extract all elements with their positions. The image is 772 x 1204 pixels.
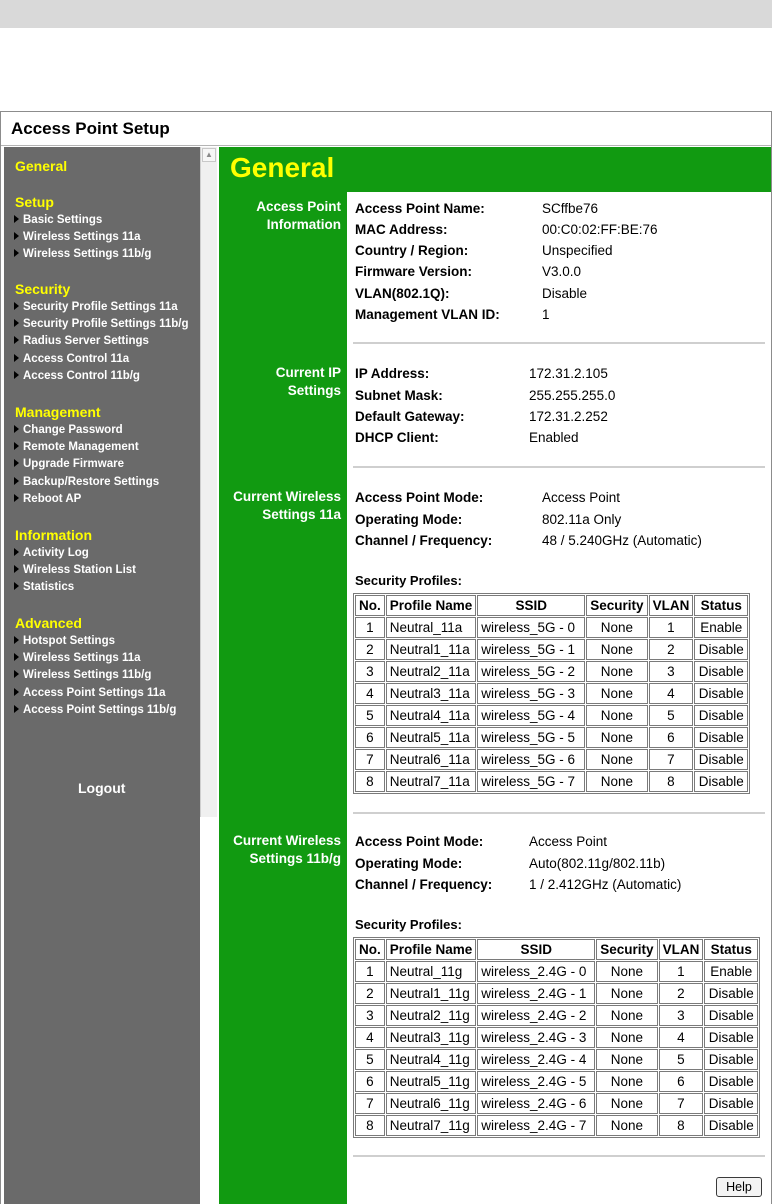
nav-reboot-ap[interactable]: Reboot AP xyxy=(14,493,81,505)
arrow-right-icon xyxy=(14,425,19,433)
nav-head-security: Security xyxy=(15,281,71,297)
nav-head-management: Management xyxy=(15,404,101,420)
col-status: Status xyxy=(704,939,758,960)
table-row: 8 Neutral7_11g wireless_2.4G - 7 None 8 Disable xyxy=(355,1115,758,1136)
security-profiles-11bg-label: Security Profiles: xyxy=(355,917,462,932)
table-row: 5 Neutral4_11a wireless_5G - 4 None 5 Disable xyxy=(355,705,748,726)
table-row: 6 Neutral5_11g wireless_2.4G - 5 None 6 Disable xyxy=(355,1071,758,1092)
ip-address-value: 172.31.2.105 xyxy=(529,366,608,381)
default-gateway-label: Default Gateway: xyxy=(355,409,465,424)
nav-activity-log[interactable]: Activity Log xyxy=(14,547,89,559)
nav-security-profile-11bg[interactable]: Security Profile Settings 11b/g xyxy=(14,318,189,330)
arrow-right-icon xyxy=(14,336,19,344)
nav-hotspot-settings[interactable]: Hotspot Settings xyxy=(14,635,115,647)
divider xyxy=(353,466,765,468)
table-row: 2 Neutral1_11g wireless_2.4G - 1 None 2 Disable xyxy=(355,983,758,1004)
operating-mode-11bg-label: Operating Mode: xyxy=(355,856,463,871)
nav-wireless-station-list[interactable]: Wireless Station List xyxy=(14,564,136,576)
firmware-version-label: Firmware Version: xyxy=(355,264,473,279)
col-status: Status xyxy=(694,595,748,616)
nav-change-password[interactable]: Change Password xyxy=(14,424,123,436)
ap-mode-11a-label: Access Point Mode: xyxy=(355,490,484,505)
nav-wireless-settings-11a[interactable]: Wireless Settings 11a xyxy=(14,231,141,243)
ap-mode-11bg-value: Access Point xyxy=(529,834,608,849)
divider xyxy=(353,1155,765,1157)
subnet-mask-value: 255.255.255.0 xyxy=(529,388,616,403)
col-ssid: SSID xyxy=(477,595,585,616)
firmware-version-value: V3.0.0 xyxy=(542,264,582,279)
nav-ap-settings-11a[interactable]: Access Point Settings 11a xyxy=(14,687,166,699)
arrow-right-icon xyxy=(14,249,19,257)
dhcp-client-value: Enabled xyxy=(529,430,579,445)
security-profiles-11a-label: Security Profiles: xyxy=(355,573,462,588)
country-region-value: Unspecified xyxy=(542,243,613,258)
ip-address-label: IP Address: xyxy=(355,366,430,381)
vlan-label: VLAN(802.1Q): xyxy=(355,286,450,301)
arrow-right-icon xyxy=(14,459,19,467)
arrow-right-icon xyxy=(14,232,19,240)
section-label-ip: Current IP Settings xyxy=(275,365,341,398)
nav-head-advanced: Advanced xyxy=(15,615,82,631)
operating-mode-11bg-value: Auto(802.11g/802.11b) xyxy=(529,856,666,871)
nav-basic-settings[interactable]: Basic Settings xyxy=(14,214,102,226)
mgmt-vlan-id-value: 1 xyxy=(542,307,550,322)
arrow-right-icon xyxy=(14,371,19,379)
mac-address-value: 00:C0:02:FF:BE:76 xyxy=(542,222,658,237)
ap-mode-11bg-label: Access Point Mode: xyxy=(355,834,484,849)
channel-frequency-11bg-value: 1 / 2.412GHz (Automatic) xyxy=(529,877,682,892)
scroll-up-icon[interactable]: ▲ xyxy=(202,148,216,162)
mac-address-label: MAC Address: xyxy=(355,222,448,237)
arrow-right-icon xyxy=(14,688,19,696)
table-row: 8 Neutral7_11a wireless_5G - 7 None 8 Disable xyxy=(355,771,748,792)
section-label-column xyxy=(219,147,347,1204)
arrow-right-icon xyxy=(14,653,19,661)
arrow-right-icon xyxy=(14,494,19,502)
channel-frequency-11a-label: Channel / Frequency: xyxy=(355,533,493,548)
nav-remote-management[interactable]: Remote Management xyxy=(14,441,139,453)
sidebar-scrollbar[interactable] xyxy=(200,147,217,817)
table-row: 3 Neutral2_11a wireless_5G - 2 None 3 Disable xyxy=(355,661,748,682)
table-header-row xyxy=(355,595,748,616)
app-title: Access Point Setup xyxy=(11,119,170,138)
nav-backup-restore[interactable]: Backup/Restore Settings xyxy=(14,476,159,488)
arrow-right-icon xyxy=(14,319,19,327)
nav-access-control-11bg[interactable]: Access Control 11b/g xyxy=(14,370,140,382)
table-row: 4 Neutral3_11a wireless_5G - 3 None 4 Disable xyxy=(355,683,748,704)
nav-adv-wireless-11bg[interactable]: Wireless Settings 11b/g xyxy=(14,669,151,681)
table-row: 3 Neutral2_11g wireless_2.4G - 2 None 3 Disable xyxy=(355,1005,758,1026)
default-gateway-value: 172.31.2.252 xyxy=(529,409,608,424)
title-divider xyxy=(1,145,772,146)
ap-setup-frame xyxy=(0,111,772,1204)
arrow-right-icon xyxy=(14,354,19,362)
divider xyxy=(353,812,765,814)
table-row: 1 Neutral_11g wireless_2.4G - 0 None 1 Enable xyxy=(355,961,758,982)
col-profile-name: Profile Name xyxy=(386,939,477,960)
country-region-label: Country / Region: xyxy=(355,243,469,258)
sidebar xyxy=(4,147,200,817)
sidebar-extension xyxy=(4,817,200,1204)
col-profile-name: Profile Name xyxy=(386,595,477,616)
table-row: 6 Neutral5_11a wireless_5G - 5 None 6 Disable xyxy=(355,727,748,748)
section-label-ap-info: Access Point Information xyxy=(256,199,341,232)
table-row: 7 Neutral6_11a wireless_5G - 6 None 7 Disable xyxy=(355,749,748,770)
subnet-mask-label: Subnet Mask: xyxy=(355,388,443,403)
nav-access-control-11a[interactable]: Access Control 11a xyxy=(14,353,129,365)
logout-link[interactable]: Logout xyxy=(78,780,126,796)
vlan-value: Disable xyxy=(542,286,588,301)
nav-security-profile-11a[interactable]: Security Profile Settings 11a xyxy=(14,301,178,313)
section-label-wireless-11a: Current Wireless Settings 11a xyxy=(233,489,341,522)
col-security: Security xyxy=(586,595,647,616)
arrow-right-icon xyxy=(14,215,19,223)
nav-adv-wireless-11a[interactable]: Wireless Settings 11a xyxy=(14,652,141,664)
window-top-bar xyxy=(0,0,772,28)
nav-head-setup: Setup xyxy=(15,194,54,210)
section-label-wireless-11bg: Current Wireless Settings 11b/g xyxy=(233,833,341,866)
nav-general[interactable]: General xyxy=(15,158,68,174)
security-profiles-11a-table xyxy=(353,593,750,794)
table-row: 2 Neutral1_11a wireless_5G - 1 None 2 Disable xyxy=(355,639,748,660)
mgmt-vlan-id-label: Management VLAN ID: xyxy=(355,307,500,322)
arrow-right-icon xyxy=(14,302,19,310)
col-vlan: VLAN xyxy=(649,595,694,616)
title-banner xyxy=(347,147,771,192)
channel-frequency-11a-value: 48 / 5.240GHz (Automatic) xyxy=(542,533,702,548)
channel-frequency-11bg-label: Channel / Frequency: xyxy=(355,877,493,892)
page-title: General xyxy=(230,152,335,183)
ap-mode-11a-value: Access Point xyxy=(542,490,621,505)
col-vlan: VLAN xyxy=(659,939,704,960)
col-no: No. xyxy=(355,595,385,616)
arrow-right-icon xyxy=(14,477,19,485)
table-header-row xyxy=(355,939,758,960)
table-row: 4 Neutral3_11g wireless_2.4G - 3 None 4 Disable xyxy=(355,1027,758,1048)
arrow-right-icon xyxy=(14,582,19,590)
table-row: 5 Neutral4_11g wireless_2.4G - 4 None 5 Disable xyxy=(355,1049,758,1070)
operating-mode-11a-label: Operating Mode: xyxy=(355,512,463,527)
nav-upgrade-firmware[interactable]: Upgrade Firmware xyxy=(14,458,124,470)
table-row: 1 Neutral_11a wireless_5G - 0 None 1 Enable xyxy=(355,617,748,638)
operating-mode-11a-value: 802.11a Only xyxy=(542,512,622,527)
col-no: No. xyxy=(355,939,385,960)
arrow-right-icon xyxy=(14,565,19,573)
divider xyxy=(353,342,765,344)
nav-statistics[interactable]: Statistics xyxy=(14,581,74,593)
col-security: Security xyxy=(596,939,657,960)
arrow-right-icon xyxy=(14,705,19,713)
security-profiles-11bg-table xyxy=(353,937,760,1138)
arrow-right-icon xyxy=(14,548,19,556)
arrow-right-icon xyxy=(14,636,19,644)
dhcp-client-label: DHCP Client: xyxy=(355,430,439,445)
table-row: 7 Neutral6_11g wireless_2.4G - 6 None 7 Disable xyxy=(355,1093,758,1114)
nav-radius-server[interactable]: Radius Server Settings xyxy=(14,335,149,347)
arrow-right-icon xyxy=(14,670,19,678)
scrollbar-gap xyxy=(200,817,217,1204)
ap-name-value: SCffbe76 xyxy=(542,201,599,216)
nav-head-information: Information xyxy=(15,527,92,543)
arrow-right-icon xyxy=(14,442,19,450)
help-button[interactable]: Help xyxy=(716,1177,762,1197)
nav-wireless-settings-11bg[interactable]: Wireless Settings 11b/g xyxy=(14,248,151,260)
col-ssid: SSID xyxy=(477,939,595,960)
ap-name-label: Access Point Name: xyxy=(355,201,485,216)
nav-ap-settings-11bg[interactable]: Access Point Settings 11b/g xyxy=(14,704,176,716)
